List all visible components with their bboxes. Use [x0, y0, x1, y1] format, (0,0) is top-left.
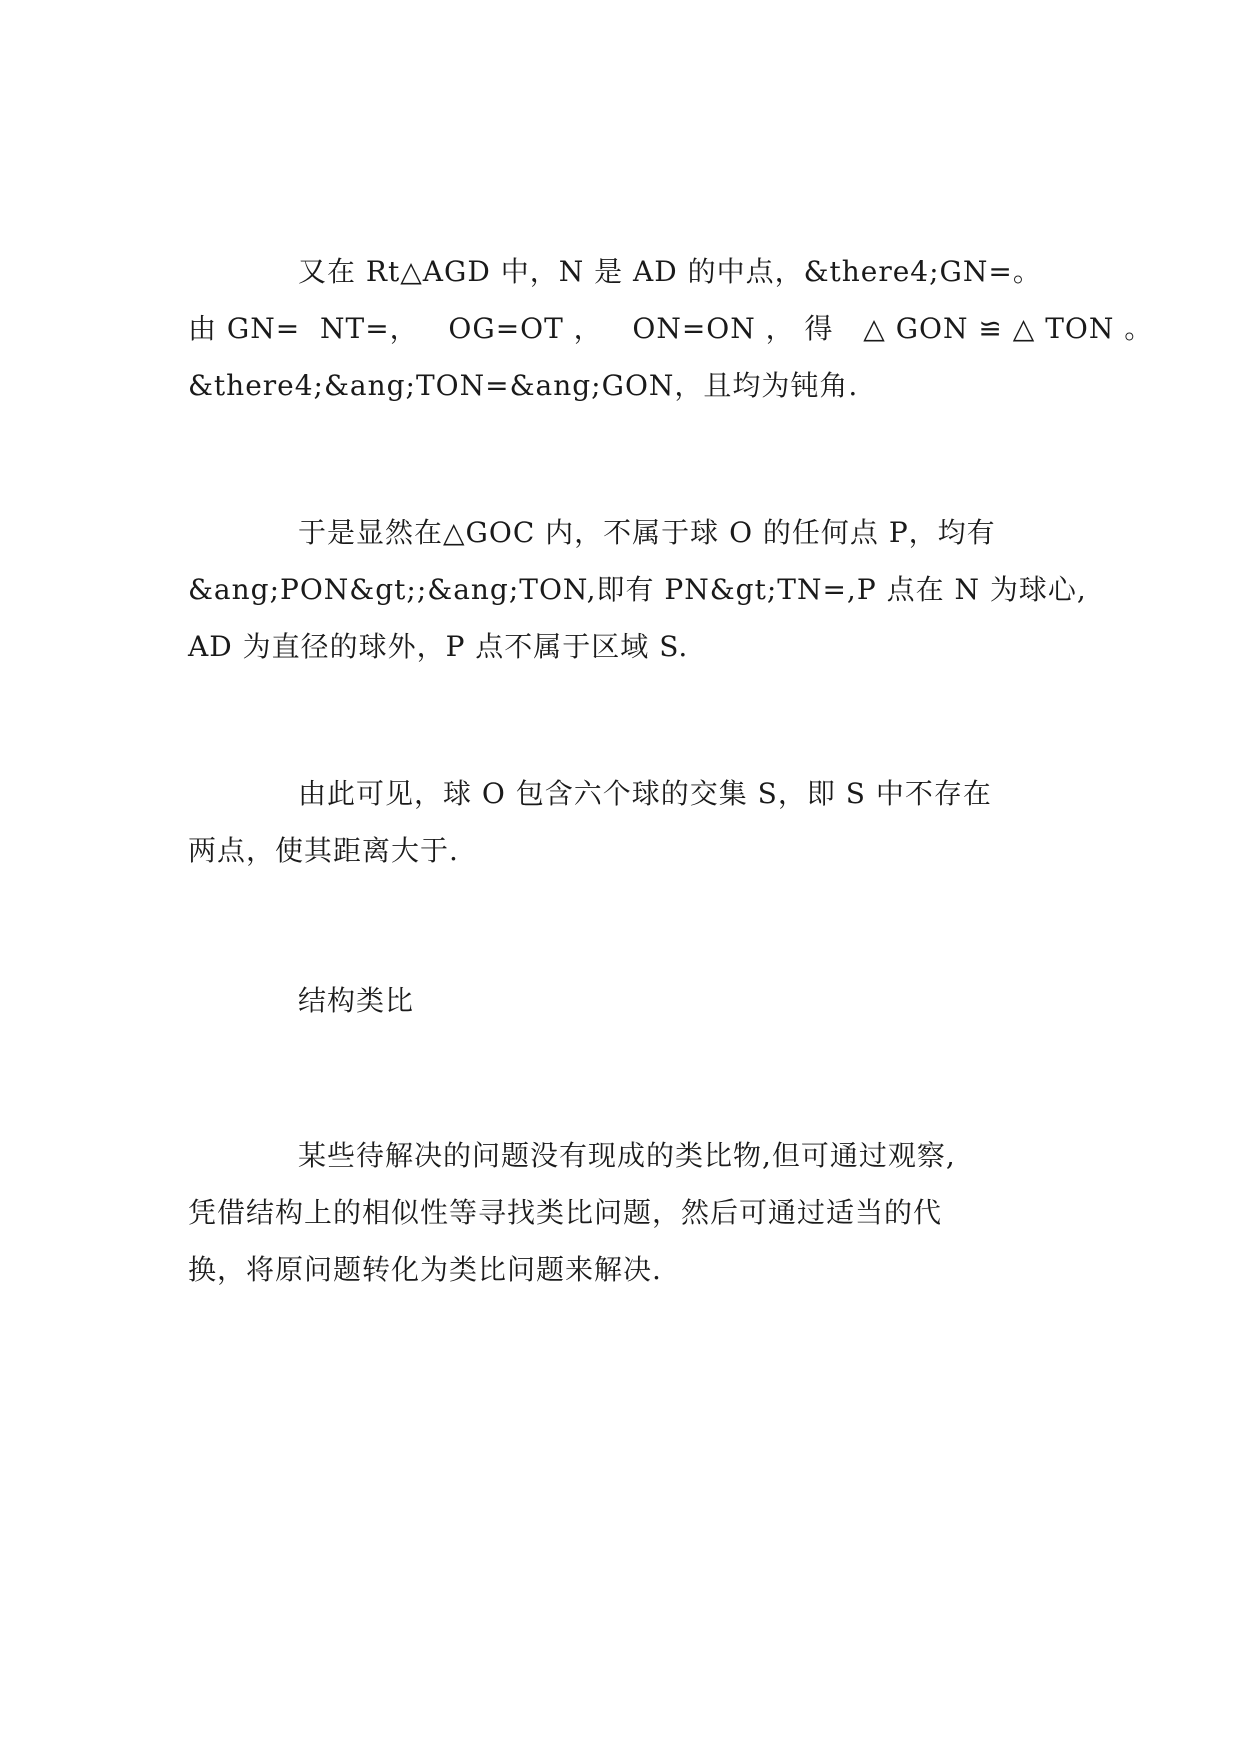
- paragraph-4: [188, 1127, 1058, 1298]
- paragraph-2: [188, 504, 1087, 675]
- paragraph-line: 某些待解决的问题没有现成的类比物,但可通过观察,: [298, 1139, 956, 1172]
- paragraph-line: &there4;&ang;TON=&ang;GON，且均为钝角.: [188, 369, 859, 402]
- paragraph-line: 换，将原问题转化为类比问题来解决.: [188, 1253, 662, 1286]
- paragraph-line: 两点，使其距离大于.: [188, 834, 459, 867]
- paragraph-line: 凭借结构上的相似性等寻找类比问题，然后可通过适当的代: [188, 1196, 943, 1229]
- paragraph-line: AD 为直径的球外，P 点不属于区域 S.: [188, 630, 689, 663]
- paragraph-3: [188, 765, 1058, 879]
- paragraph-line: &ang;PON&gt;;&ang;TON,即有 PN&gt;TN=,P 点在 N 为球心,: [188, 573, 1087, 606]
- paragraph-line: 又在 Rt△AGD 中，N 是 AD 的中点，&there4;GN=。: [298, 255, 1042, 288]
- paragraph-line: 由此可见，球 O 包含六个球的交集 S，即 S 中不存在: [298, 777, 992, 810]
- section-heading: 结构类比: [298, 984, 415, 1017]
- paragraph-line: 于是显然在△GOC 内，不属于球 O 的任何点 P，均有: [298, 516, 996, 549]
- paragraph-line: 由 GN= NT=， OG=OT ， ON=ON ， 得 △ GON ≌ △ TON 。: [188, 312, 1154, 345]
- paragraph-1: [188, 243, 1154, 414]
